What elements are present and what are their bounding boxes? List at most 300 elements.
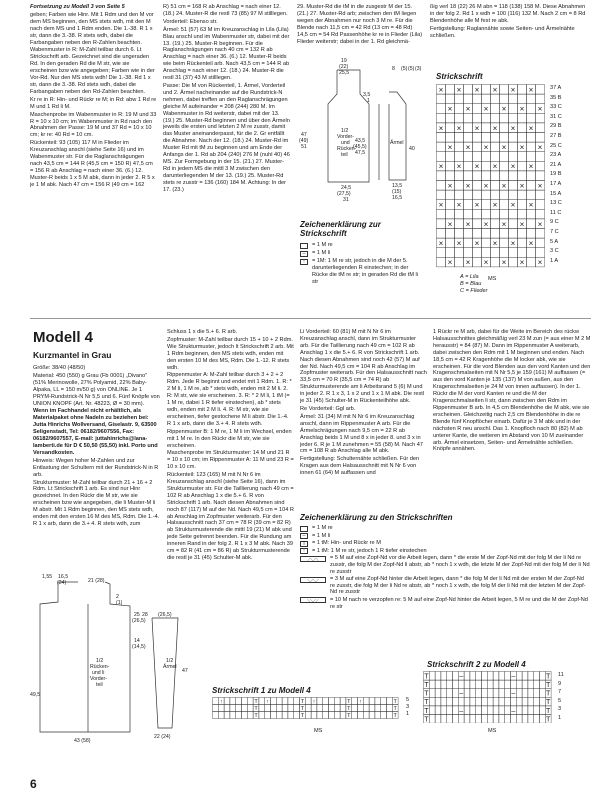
chart-cell (437, 104, 446, 114)
stitch-mark: – (511, 672, 516, 681)
stitch-mark: × (465, 104, 471, 114)
chart-cell (470, 697, 476, 706)
chart-cell (509, 113, 518, 123)
chart-cell (446, 123, 455, 133)
stitch-mark: × (510, 123, 516, 133)
chart-cell (536, 190, 545, 200)
chart-cell (511, 680, 517, 689)
stitch-mark: T (254, 705, 258, 712)
chart-cell (455, 181, 464, 191)
chart-cell (429, 672, 435, 681)
chart-cell (447, 706, 453, 715)
chart-cell (446, 209, 455, 219)
chart-cell (464, 152, 473, 162)
chart-cell (381, 705, 387, 712)
paragraph: Ärmel: 51 (57) 63 M im Kreuzanschlag in Lila (Lila) Blau anschl und im Wabenmuster str, dabei mit der 13. (19.) 25. Muster-R beginnen. Für die Raglanschrägungen nach 40 cm = 132 R ab Anschlag = nach einer 36. (6.) 12. Muster-R beids wie beim Rückenteil arb. Nach 43,5 cm = 144 R ab Anschlag = nach einer 12. (18.) 24. Muster-R die restl 31 (37) 43 M stilllegen. (163, 26, 290, 82)
stitch-mark: T (424, 672, 429, 681)
chart-cell (473, 133, 482, 143)
stitch-mark: T (546, 706, 551, 715)
chart-cell (491, 104, 500, 114)
chart-cell (500, 171, 509, 181)
stitch-mark: × (483, 143, 489, 152)
chart-cell (429, 689, 435, 698)
chart-cell (358, 705, 364, 712)
chart-cell (518, 85, 527, 95)
chart-cell (329, 698, 335, 705)
chart-cell (453, 689, 459, 698)
chart-cell (500, 190, 509, 200)
svg-text:22 (24): 22 (24) (154, 734, 171, 740)
row-label: 11 (558, 672, 564, 678)
stitch-mark: × (501, 258, 507, 268)
chart-cell (499, 689, 505, 698)
chart-cell (500, 94, 509, 104)
svg-text:47: 47 (182, 668, 188, 674)
svg-text:28: 28 (142, 612, 148, 618)
chart-cell (437, 94, 446, 104)
chart-cell (518, 113, 527, 123)
chart-cell (487, 715, 493, 724)
row-label: 3 (406, 704, 410, 710)
chart-cell (499, 672, 505, 681)
chart-cell (536, 171, 545, 181)
chart-cell (500, 238, 509, 248)
stitch-mark: × (519, 181, 525, 191)
svg-text:14: 14 (134, 638, 140, 644)
stitch-mark: T (347, 698, 351, 705)
dim-label: 43,5 (355, 138, 366, 144)
chart-cell (455, 152, 464, 162)
chart-cell (487, 706, 493, 715)
chart-cell (536, 152, 545, 162)
bottom-col-4: 1 Rückr re M arb, dabei für die Weite im Bereich des rückw Halsausschnittes gleichmäßig verl 23 M zun (= aus einer M 2 M herausstr) = 84 (87) M. Dann im Rippenmuster A weiterarb, dabei zwischen den Rdm mit 1 M beginnen und enden. Nach 18,5 cm = 42 R Kragenhöhe die M locker abk, wie sie erscheinen. Für die vord Blenden aus den vord Kanten und den Kragenschmalseiten mit N Nr 5,5 je 159 (161) M auffassen (= aus den vord Kanten je 135 (137) M von außen, aus den Kragenschmalseiten je 24 M von innen auffassen). In der 1. Rückr die M der vord Kanten re und die M der Kragenschmalseiten li str, dann zwischen den Rdm im Rippenmuster B arb. In 4,5 cm Blendenhöhe die M abk, wie sie erscheinen. Gleichzeitig nach 2,5 cm Blendenhöhe in die re Blende fünf Knopflöcher einarb. Dafür je 3 M abk und in der nächsten R neu anschl. Das 1. Knopfloch nach 80 (82) M ab unterer Kante, die weiteren im Abstand von 10 M zueinander arb. Ärmel einsetzen, Seiten- und Ärmelnähte schließen. Knöpfe annähen. (433, 329, 591, 453)
svg-text:49,5: 49,5 (30, 692, 41, 698)
chart-cell (482, 248, 491, 258)
paragraph: Wabenmuster in R: M-Zahl teilbar durch 6. Lt Strickschrift arb. Gezeichnet sind die ungeraden Rd. In den geraden Rd die M str, wie sie erscheinen bzw wie angegeben; Farben wie in der Vor-Rd. Nur den MS stets wdh! Die 1.-38. Rd 1 x str, dann die 3.-38. Rd stets wdh, dabei die Farbangaben neben den Rd-Zahlen beachten. (30, 47, 155, 95)
piece-label: teil (341, 152, 348, 158)
stitch-mark: × (519, 143, 525, 152)
chart-cell (464, 209, 473, 219)
chart-cell (491, 171, 500, 181)
chart-cell (446, 85, 455, 95)
chart-cell (305, 698, 311, 705)
chart-cell (464, 123, 473, 133)
chart-cell (259, 712, 265, 719)
chart-cell (230, 712, 236, 719)
model-title: Modell 4 (33, 329, 94, 346)
chart-cell (482, 123, 491, 133)
chart-cell (464, 672, 470, 681)
chart-row-labels (550, 84, 590, 266)
stitch-mark: × (492, 85, 498, 95)
stitch-mark: × (528, 239, 534, 248)
chart-cell (242, 698, 248, 705)
chart-cell (447, 680, 453, 689)
stitch-mark: × (528, 123, 534, 133)
chart-cell (534, 706, 540, 715)
dim-label: (49) (299, 138, 309, 144)
row-label: 11 C (550, 209, 562, 216)
chart-cell (447, 715, 453, 724)
dim-label: (15) (392, 189, 402, 195)
chart-cell (323, 712, 329, 719)
chart-cell (473, 229, 482, 239)
chart-cell (464, 689, 470, 698)
chart-cell (540, 672, 546, 681)
stitch-mark: T (546, 698, 551, 707)
chart-cell (528, 697, 534, 706)
chart-cell (518, 200, 527, 210)
chart-cell (224, 705, 230, 712)
stitch-mark: T (254, 698, 258, 705)
stitch-mark: × (465, 181, 471, 191)
chart-cell (265, 705, 271, 712)
row-label: 7 (558, 689, 562, 696)
chart-cell (509, 142, 518, 152)
chart-cell (540, 689, 546, 698)
chart-cell (375, 705, 381, 712)
chart-cell (511, 697, 517, 706)
chart-cell (482, 94, 491, 104)
chart-cell (527, 219, 536, 229)
chart-cell (470, 706, 476, 715)
dim-label: (27,5) (337, 191, 351, 197)
chart-cell (500, 113, 509, 123)
chart-cell (500, 161, 509, 171)
chart-cell (435, 706, 441, 715)
chart-cell (536, 161, 545, 171)
chart-cell (476, 689, 482, 698)
paragraph: R) 51 cm = 168 R ab Anschlag = nach einer 12. (18.) 24. Muster-R die restl 73 (85) 97 M stilllegen. (163, 4, 288, 17)
chart-cell (294, 698, 300, 705)
stitch-mark: × (456, 200, 462, 210)
stitch-mark: T (424, 681, 429, 689)
chart-cell (375, 698, 381, 705)
chart-cell (453, 680, 459, 689)
chart-cell (340, 705, 346, 712)
chart-cell (242, 705, 248, 712)
row-label: 1 (406, 711, 410, 717)
chart-cell (446, 248, 455, 258)
piece-label: Ärmel (390, 140, 404, 146)
chart-cell (323, 698, 329, 705)
color-key: A = Lila B = Blau C = Flieder (460, 274, 488, 294)
chart-cell (288, 712, 294, 719)
top-col-4 (430, 4, 590, 54)
chart-cell (271, 698, 277, 705)
chart-cell (387, 712, 393, 719)
svg-text:43 (58): 43 (58) (74, 738, 91, 744)
chart-cell (482, 697, 488, 706)
chart-cell (446, 190, 455, 200)
ms-label: MS (314, 728, 323, 734)
stitch-mark: × (456, 85, 462, 95)
stitch-mark: × (510, 85, 516, 95)
stitch-mark: × (492, 200, 498, 210)
chart-cell (487, 680, 493, 689)
dim-label: 47 (301, 132, 307, 138)
row-label: 9 C (550, 219, 559, 226)
stitch-mark: × (456, 123, 462, 133)
row-label: 5 (406, 697, 410, 703)
chart-cell (259, 698, 265, 705)
chart-cell (464, 706, 470, 715)
chart-cell (387, 698, 393, 705)
chart-cell (369, 705, 375, 712)
chart-cell (518, 238, 527, 248)
stitch-mark: × (501, 181, 507, 191)
chart-cell (437, 190, 446, 200)
chart-cell (505, 680, 511, 689)
chart-cell (317, 705, 323, 712)
chart-cell (464, 113, 473, 123)
chart-cell (482, 190, 491, 200)
row-label: 33 C (550, 104, 562, 111)
chart-cell (536, 200, 545, 210)
piece-label: Vorder- (337, 134, 355, 140)
chart-cell (441, 706, 447, 715)
cable-left-symbol-icon: ⟋⟍⟋⟍ (300, 556, 326, 562)
chart-cell (464, 680, 470, 689)
top-knitting-chart (436, 84, 548, 274)
top-col-1 (30, 4, 157, 310)
chart-cell (473, 257, 482, 267)
chart-cell (317, 698, 323, 705)
chart-cell (363, 712, 369, 719)
chart-cell (276, 698, 282, 705)
chart-cell (470, 689, 476, 698)
chart-cell (527, 152, 536, 162)
row-label: 5 A (550, 238, 559, 245)
tuck-stitch-symbol-icon: ↑ (300, 548, 308, 554)
stitch-mark: × (447, 181, 453, 191)
stitch-mark: – (459, 672, 464, 681)
chart-cell (491, 190, 500, 200)
chart-cell (455, 209, 464, 219)
ms-label: MS (488, 276, 497, 282)
chart-cell (540, 680, 546, 689)
stitch-mark: T (424, 706, 429, 715)
chart-cell (447, 689, 453, 698)
stitch-mark: × (438, 123, 444, 133)
chart-cell (500, 85, 509, 95)
stitch-mark: T (300, 705, 305, 712)
chart-cell (536, 229, 545, 239)
paragraph: Passe: Die M von Rückenteil, 1. Ärmel, Vorderteil und 2. Ärmel nacheinander auf die Rundstrick-N nehmen, dabei treffen an den Raglanschrägungen gleiche M aufeinander = 208 (244) 280 M. Im Wabenmuster in Rd weiterstr, dabei mit der 13. (19.) 25. Muster-Rd beginnen und über den Ärmeln jeweils die ersten und letzten 2 M re zusstr, damit das Muster aneinanderpasst, für die 2. Gr entfällt die Abnahme. Nach der 12. (18.) 24. Muster-Rd im Muster Rd mit tM zu beginnen und am Ende der Anfangs der 1. Rd ab 204 (240) 276 M (nuhl 40) 46 MS. Zur Formgebung in der 15. (21.) 27. Muster-Rd in jedem MS die mittl 3 M zwischen den darunterliegenden M der 13. (19.) 25. Muster-Rd stets re zusstr = 136 (160) 184 M. Achtung: In der 17. (23.) (163, 82, 290, 193)
stitch-mark: × (465, 143, 471, 152)
paragraph: Fertigstellung: Raglannähte sowie Seiten- und Ärmelnähte schließen. (430, 25, 575, 39)
piece-label: und (341, 140, 350, 146)
twisted-stitch-symbol-icon: T (300, 541, 308, 547)
chart-cell (493, 715, 499, 724)
chart-cell (527, 209, 536, 219)
chart-cell (505, 672, 511, 681)
chart-cell (329, 705, 335, 712)
chart-cell (259, 705, 265, 712)
stitch-mark: T (424, 698, 429, 707)
chart-cell (242, 712, 248, 719)
chart-cell (491, 181, 500, 191)
chart-cell (482, 200, 491, 210)
chart-cell (491, 248, 500, 258)
dim-label: (3) (415, 66, 422, 72)
chart-cell (453, 706, 459, 715)
dim-label: (22) (339, 64, 349, 70)
dim-label: 16,5 (392, 195, 403, 201)
stitch-mark: T (546, 689, 551, 698)
chart-cell (509, 219, 518, 229)
stitch-mark: × (492, 239, 498, 248)
top-schematic-diagram (297, 56, 425, 208)
chart-cell (271, 705, 277, 712)
chart-cell (317, 712, 323, 719)
chart-cell (516, 706, 522, 715)
chart-cell (236, 698, 242, 705)
stitch-mark: × (474, 239, 480, 248)
chart1-title: Strickschrift 1 zu Modell 4 (212, 686, 311, 695)
chart-cell (437, 209, 446, 219)
continuation-heading: Fortsetzung zu Modell 3 von Seite 5 (30, 4, 125, 10)
chart-cell (500, 152, 509, 162)
chart1-row-labels (406, 697, 409, 718)
stitch-mark: T (546, 715, 551, 723)
chart-cell (455, 142, 464, 152)
chart-cell (381, 698, 387, 705)
svg-text:(26,5): (26,5) (132, 618, 146, 624)
chart-cell (482, 680, 488, 689)
chart2-title: Strickschrift 2 zu Modell 4 (427, 660, 526, 669)
chart-cell (476, 715, 482, 724)
chart-cell (453, 715, 459, 724)
chart-cell (446, 171, 455, 181)
chart-cell (247, 712, 253, 719)
chart-cell (500, 133, 509, 143)
stitch-mark: T (393, 712, 397, 719)
chart-cell (518, 209, 527, 219)
chart-cell (516, 680, 522, 689)
dim-label: 51 (301, 144, 307, 150)
chart-cell (464, 229, 473, 239)
chart-cell (518, 152, 527, 162)
cable-right-symbol-icon: ⟍⟋⟍⟋ (300, 577, 326, 583)
bottom-col-3: Li Vorderteil: 60 (81) M mit N Nr 6 im Kreuzanschlag anschl, dann im Strukturmuster arb. Für die Taillierung nach 49 cm = 102 R ab Anschlag 1 x die 5.+ 6. R von Strickschrift 1 arb. Nach diesen Abnahmen sind noch 42 (57) M auf der Nd. Nach 49,5 cm = 104 R ab Anschlag im Zopfmuster weiterarb. Für den Halsausschnitt nach 33,5 cm = 70 R (35,5 cm = 74 R) ab Strukturmusterende am li Arbeitsrand 5 (6) M und in jeder 2. R 1 x 3, 1 x 2 und 1 x 1 M abk. Die restl je 31 (45) Schulter-M in Rückenteilhöhe abk. Re Vorderteil: Ggl arb. Ärmel: 31 (34) M mit N Nr 6 im Kreuzanschlag anschl, dann im Rippenmuster A arb. Für die Ärmelschrägungen nach 9,5 cm = 22 R ab Anschlag beids 1 M und 8 x in jeder 8. und 3 x in jeder 6. R je 1 M zunehmen = 55 (58) M. Nach 47 cm = 108 R ab Anschlag alle M abk. Fertigstellung: Schulternähte schließen. Für den Kragen aus dem Halsausschnitt mit N Nr 6 von innen 61 (64) M auffassen und (300, 329, 427, 477)
chart-cell (265, 712, 271, 719)
chart-cell (294, 712, 300, 719)
chart-cell (482, 689, 488, 698)
chart-cell (509, 209, 518, 219)
chart-cell (334, 698, 340, 705)
chart-cell (482, 85, 491, 95)
chart-cell (534, 689, 540, 698)
chart-cell (458, 697, 464, 706)
paragraph: Maschenprobe im Wabenmuster in R: 19 M und 33 R = 10 x 10 cm; im Wabenmuster in Rd nach den Abnahmen der Passe: 19 M und 37 Rd = 10 x 10 cm; kr re: 40 Rd = 10 cm. (30, 111, 157, 139)
chart-cell (499, 697, 505, 706)
stitch-mark: × (510, 162, 516, 172)
chart-cell (491, 219, 500, 229)
chart-cell (482, 113, 491, 123)
chart-cell (500, 248, 509, 258)
stitch-mark: – (511, 706, 516, 715)
chart-cell (464, 85, 473, 95)
dim-label: (5) (408, 66, 415, 72)
chart-cell (473, 181, 482, 191)
stitch-mark: × (465, 258, 471, 268)
chart-cell (305, 705, 311, 712)
dim-label: 47,5 (355, 150, 366, 156)
chart-cell (482, 715, 488, 724)
top-col-3 (297, 4, 424, 54)
chart-cell (518, 133, 527, 143)
chart-cell (500, 200, 509, 210)
stitch-mark: ↑ (266, 698, 269, 705)
chart-cell (518, 248, 527, 258)
chart-cell (534, 680, 540, 689)
chart-cell (540, 706, 546, 715)
stitch-mark: × (537, 104, 543, 114)
chart-cell (435, 680, 441, 689)
svg-text:21 (28): 21 (28) (88, 578, 105, 584)
dim-label: 8 (392, 66, 395, 72)
svg-text:(24): (24) (57, 580, 67, 586)
stitch-mark: × (501, 143, 507, 152)
legend-top: = 1 M re – = 1 M li ↑ = 1M: 1 M re str, jedoch in die M der 5. darunterliegenden R einstechen; in der Rücke die tM re str; in geraden Rd die tM li str (300, 242, 425, 287)
chart-cell (435, 697, 441, 706)
chart-cell (218, 705, 224, 712)
chart-cell (247, 698, 253, 705)
chart-cell (446, 200, 455, 210)
chart2-row-labels (558, 671, 564, 723)
chart-cell (518, 171, 527, 181)
chart-cell (334, 705, 340, 712)
chart-cell (527, 133, 536, 143)
chart-cell (224, 698, 230, 705)
stitch-mark: × (447, 219, 453, 229)
chart-cell (487, 697, 493, 706)
dim-label: 1 (367, 98, 370, 104)
stitch-mark: T (424, 715, 429, 723)
chart-cell (470, 672, 476, 681)
stitch-mark: × (537, 219, 543, 229)
chart-cell (518, 229, 527, 239)
chart-cell (455, 248, 464, 258)
row-label: 31 C (550, 113, 562, 120)
stitch-mark: × (474, 162, 480, 172)
chart-cell (522, 689, 528, 698)
chart-cell (493, 689, 499, 698)
chart-cell (499, 680, 505, 689)
chart-cell (509, 133, 518, 143)
chart-cell (540, 697, 546, 706)
chart-cell (369, 712, 375, 719)
chart-cell (516, 672, 522, 681)
row-label: 17 A (550, 180, 562, 187)
chart-cell (518, 94, 527, 104)
chart-cell (288, 705, 294, 712)
chart-cell (311, 712, 317, 719)
chart-cell (282, 712, 288, 719)
chart-cell (455, 104, 464, 114)
stitch-mark: T (347, 705, 351, 712)
row-label: 3 C (550, 248, 559, 255)
stitch-mark: × (483, 258, 489, 268)
chart-cell (464, 715, 470, 724)
legend2-title: Zeichenerklärung zu den Strickschriften (300, 513, 453, 522)
stitch-mark: × (501, 104, 507, 114)
stitch-mark: × (492, 162, 498, 172)
bottom-schematic-diagram (30, 570, 205, 752)
stitch-mark: × (510, 239, 516, 248)
chart-cell (455, 94, 464, 104)
